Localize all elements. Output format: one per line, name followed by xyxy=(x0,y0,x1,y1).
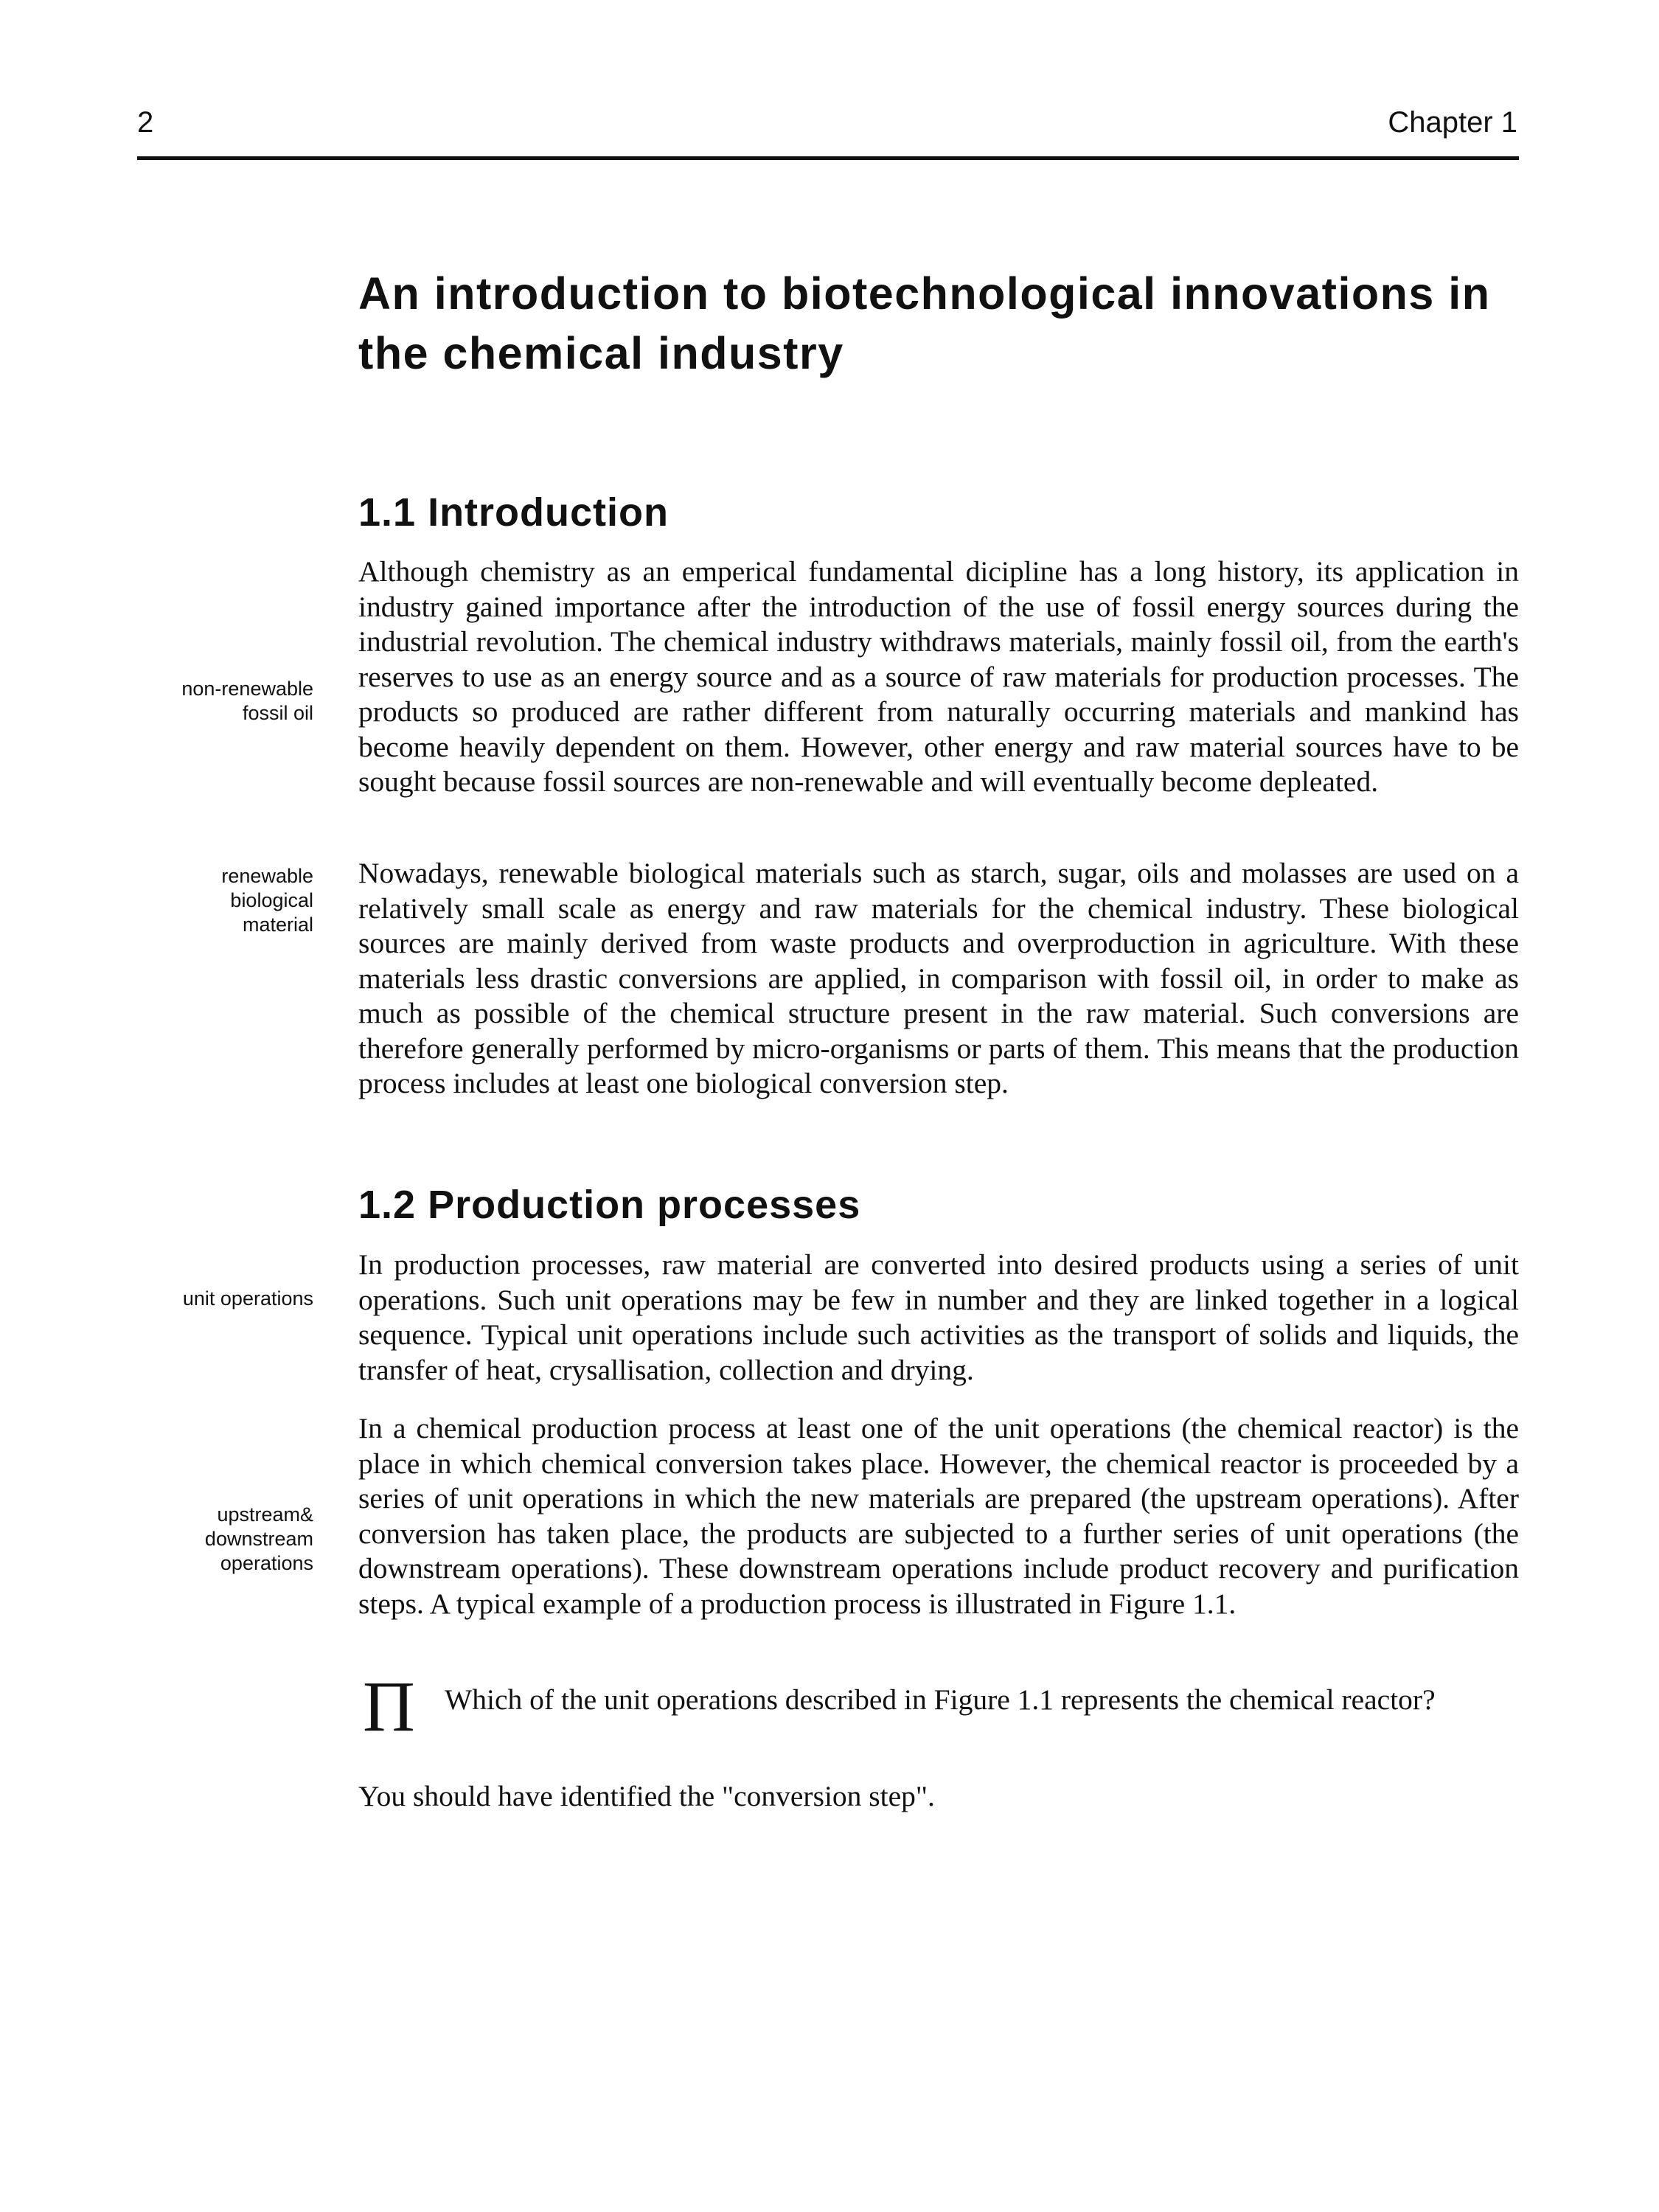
paragraph: In a chemical production process at least one of the unit operations (the chemical reactor) is the place in which chemical conversion takes place. However, the chemical reactor is proceeded by a series of unit operations in which the new materials are prepared (the upstream operations). After conversion has taken place, the products are subjected to a further series of unit operations (the downstream operations). These downstream operations include product recovery and purification steps. A typical example of a production process is illustrated in Figure 1.1. xyxy=(358,1412,1519,1620)
paragraph: Nowadays, renewable biological materials such as starch, sugar, oils and molasses are used on a relatively small scale as energy and raw materials for the chemical industry. These biological sources are mainly derived from waste products and overproduction in agriculture. With these materials less drastic conversions are applied, in comparison with fossil oil, in order to make as much as possible of the chemical structure present in the raw material. Such conversions are therefore generally performed by micro-organisms or parts of them. This means that the production process includes at least one biological conversion step. xyxy=(358,857,1519,1099)
margin-note-line: renewable xyxy=(221,865,313,887)
margin-note-line: non-renewable xyxy=(181,678,313,700)
section-heading-production-processes: 1.2 Production processes xyxy=(358,1183,861,1227)
chapter-title: An introduction to biotechnological innovations in the chemical industry xyxy=(358,268,1491,378)
margin-note-unit-operations xyxy=(92,1287,313,1311)
chapter-label: Chapter 1 xyxy=(1388,106,1517,139)
header-divider xyxy=(137,156,1519,160)
margin-note-line: operations xyxy=(220,1552,313,1574)
margin-note-upstream-downstream xyxy=(92,1503,313,1576)
margin-note-line: fossil oil xyxy=(242,702,313,724)
margin-note-line: downstream xyxy=(204,1528,313,1550)
paragraph: Although chemistry as an emperical fundamental dicipline has a long history, its application in industry gained importance after the introduction of the use of fossil energy sources during the industrial revolution. The chemical industry withdraws materials, mainly fossil oil, from the earth's reserves to use as an energy source and as a source of raw materials for production processes. The products so produced are rather different from naturally occurring materials and mankind has become heavily dependent on them. However, other energy and raw material sources have to be sought because fossil sources are non-renewable and will eventually become depleated. xyxy=(358,555,1519,798)
margin-note-line: upstream& xyxy=(217,1503,313,1526)
margin-note-line: unit operations xyxy=(182,1287,313,1310)
question-icon: Π xyxy=(363,1667,415,1747)
margin-note-line: material xyxy=(242,914,313,936)
paragraph: In production processes, raw material are converted into desired products using a series of unit operations. Such unit operations may be few in number and they are linked together in a logical sequence. Typical unit operations include such activities as the transport of solids and liquids, the transfer of heat, crysallisation, collection and drying. xyxy=(358,1248,1519,1386)
question-text: Which of the unit operations described in Figure 1.1 represents the chemical reactor? xyxy=(445,1683,1436,1716)
margin-note-renewable xyxy=(92,864,313,937)
page-number: 2 xyxy=(137,106,154,139)
answer-text: You should have identified the "conversion step". xyxy=(358,1780,935,1812)
section-heading-introduction: 1.1 Introduction xyxy=(358,490,669,535)
margin-note-line: biological xyxy=(230,889,313,911)
margin-note-non-renewable xyxy=(92,677,313,726)
